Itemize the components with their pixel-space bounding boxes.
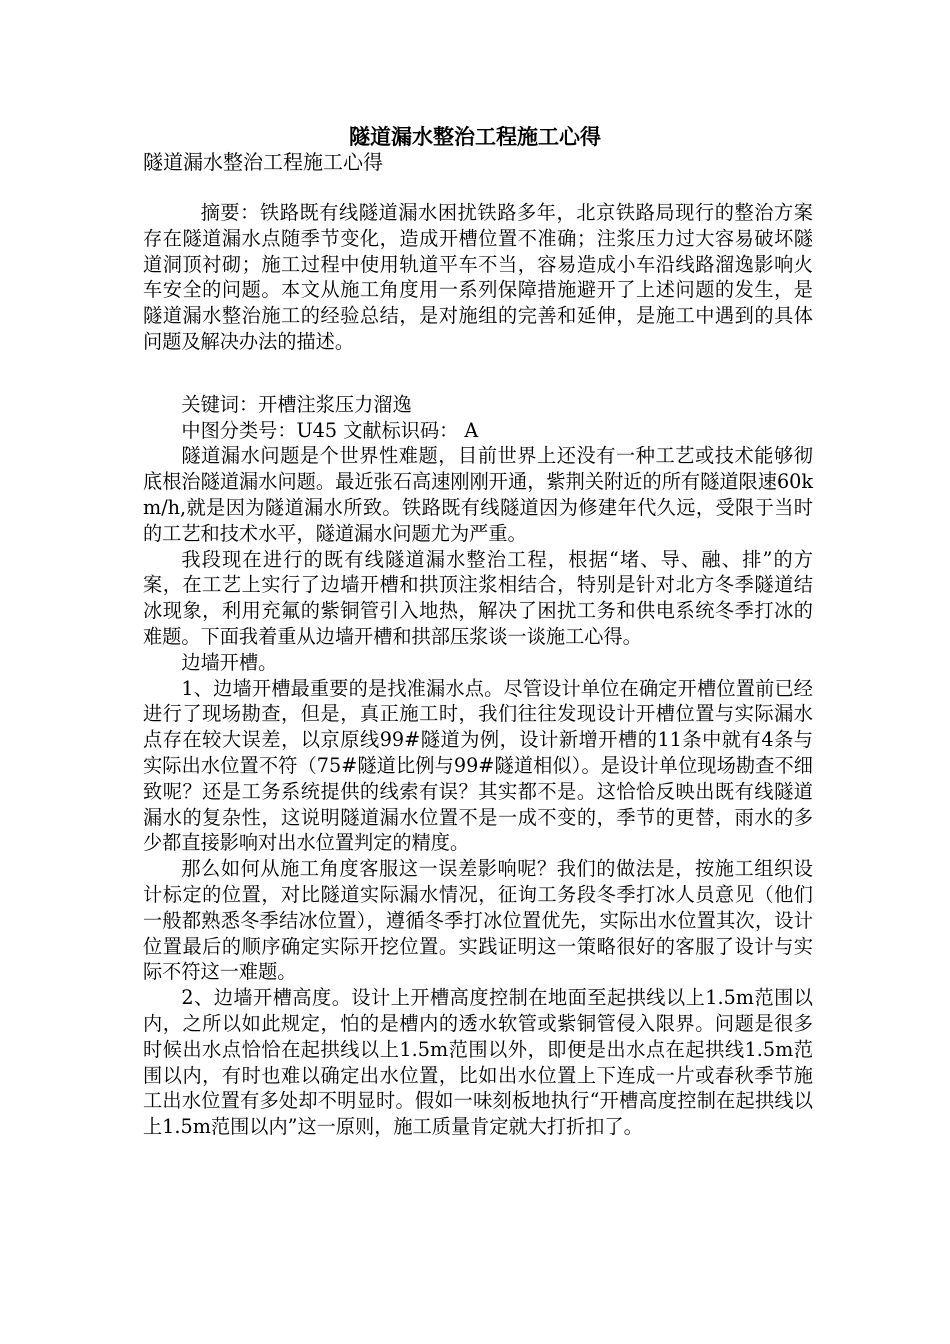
body-paragraph: 隧道漏水问题是个世界性难题，目前世界上还没有一种工艺或技术能够彻底根治隧道漏水问题。最近张石高速刚刚开通，紫荆关附近的所有隧道限速60km/h,就是因为隧道漏水所致。铁路既有线隧道因为修建年代久远，受限于当时的工艺和技术水平，隧道漏水问题尤为严重。: [143, 444, 813, 545]
document-body: [143, 200, 813, 1140]
keywords-line: 关键词：开槽注浆压力溜逸: [181, 392, 412, 416]
body-paragraph: 1、边墙开槽最重要的是找准漏水点。尽管设计单位在确定开槽位置前已经进行了现场勘查，但是，真正施工时，我们往往发现设计开槽位置与实际漏水点存在较大误差，以京原线99#隧道为例，设计新增开槽的11条中就有4条与实际出水位置不符（75#隧道比例与99#隧道相似）。是设计单位现场勘查不细致呢？还是工务系统提供的线索有误？其实都不是。这恰恰反映出既有线隧道漏水的复杂性，这说明隧道漏水位置不是一成不变的，季节的更替，雨水的多少都直接影响对出水位置判定的精度。: [143, 676, 813, 855]
section-heading: 边墙开槽。: [181, 650, 278, 674]
abstract-paragraph: 摘要：铁路既有线隧道漏水困扰铁路多年，北京铁路局现行的整治方案存在隧道漏水点随季节变化，造成开槽位置不准确；注浆压力过大容易破坏隧道洞顶衬砌；施工过程中使用轨道平车不当，容易造成小车沿线路溜逸影响火车安全的问题。本文从施工角度用一系列保障措施避开了上述问题的发生，是隧道漏水整治施工的经验总结，是对施组的完善和延伸，是施工中遇到的具体问题及解决办法的描述。: [143, 201, 813, 353]
document-subtitle: 隧道漏水整治工程施工心得: [143, 150, 383, 174]
body-paragraph: 那么如何从施工角度客服这一误差影响呢？我们的做法是，按施工组织设计标定的位置，对比隧道实际漏水情况，征询工务段冬季打冰人员意见（他们一般都熟悉冬季结冰位置），遵循冬季打冰位置优先，实际出水位置其次，设计位置最后的顺序确定实际开挖位置。实践证明这一策略很好的客服了设计与实际不符这一难题。: [143, 857, 813, 984]
body-paragraph: 2、边墙开槽高度。设计上开槽高度控制在地面至起拱线以上1.5m范围以内，之所以如此规定，怕的是槽内的透水软管或紫铜管侵入限界。问题是很多时候出水点恰恰在起拱线以上1.5m范围以外，即便是出水点在起拱线1.5m范围以内，有时也难以确定出水位置，比如出水位置上下连成一片或春秋季节施工出水位置有多处却不明显时。假如一味刻板地执行“开槽高度控制在起拱线以上1.5m范围以内”这一原则，施工质量肯定就大打折扣了。: [143, 986, 813, 1139]
document-title: 隧道漏水整治工程施工心得: [349, 124, 601, 149]
classification-line: 中图分类号：U45 文献标识码： A: [181, 418, 479, 442]
body-paragraph: 我段现在进行的既有线隧道漏水整治工程，根据“堵、导、融、排”的方案，在工艺上实行了边墙开槽和拱顶注浆相结合，特别是针对北方冬季隧道结冰现象，利用充氟的紫铜管引入地热，解决了困扰工务和供电系统冬季打冰的难题。下面我着重从边墙开槽和拱部压浆谈一谈施工心得。: [143, 547, 813, 648]
